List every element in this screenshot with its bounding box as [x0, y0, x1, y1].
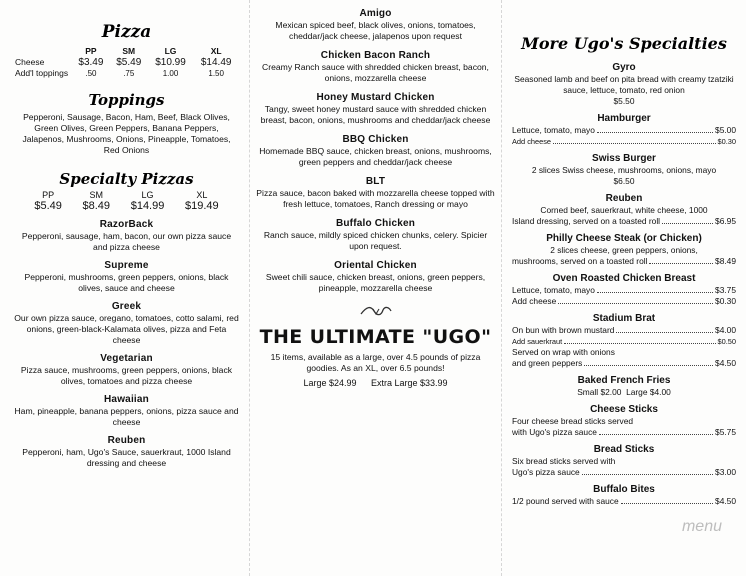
flourish-divider-icon — [256, 304, 495, 320]
item-name: Oven Roasted Chicken Breast — [552, 273, 696, 284]
item-description: Tangy, sweet honey mustard sauce with shredded chicken breast, bacon, onions, mushrooms and cheddar/jack cheese — [260, 104, 491, 125]
item-name: Supreme — [104, 260, 149, 271]
specialty-price-row: PP $5.49 SM $8.49 LG $14.99 XL $19.49 — [34, 190, 219, 212]
item-name: Hamburger — [597, 113, 651, 124]
menu-item — [256, 176, 495, 210]
pizza-column — [0, 0, 250, 576]
item-name: Reuben — [107, 435, 146, 446]
item-description: Pepperoni, mushrooms, green peppers, onions, black olives, sauce and cheese — [24, 272, 229, 293]
menu-item — [256, 218, 495, 252]
item-name: Reuben — [605, 193, 643, 204]
item-description: Our own pizza sauce, oregano, tomatoes, cotto salami, red onions, green-black-Kalamata olives, pizza and Feta cheese — [14, 313, 239, 345]
menu-item — [512, 232, 736, 267]
price-line: Served on wrap with onions — [512, 347, 615, 357]
price-line: Add cheese $0.30 — [512, 296, 736, 306]
toppings-heading: Toppings — [88, 91, 165, 109]
menu-item — [14, 353, 239, 387]
item-name: Baked French Fries — [577, 375, 671, 386]
menu-item — [512, 61, 736, 107]
price-line: Six bread sticks served with — [512, 456, 616, 466]
ultimate-ugo-title: THE ULTIMATE "UGO" — [259, 326, 492, 348]
menu-item — [512, 443, 736, 478]
item-description: Pizza sauce, bacon baked with mozzarella cheese topped with fresh lettuce, tomatoes, Ranch dressing or mayo — [256, 188, 495, 209]
menu-item — [256, 134, 495, 168]
item-name: Vegetarian — [100, 353, 153, 364]
ultimate-ugo-prices — [256, 378, 495, 388]
specialty-pizzas-heading: Specialty Pizzas — [59, 170, 194, 188]
item-price: Small $2.00 Large $4.00 — [577, 387, 671, 397]
menu-item — [512, 112, 736, 147]
watermark-text: menu — [681, 518, 722, 535]
item-name: Stadium Brat — [592, 313, 656, 324]
item-name: Gyro — [612, 62, 636, 73]
menu-item — [512, 312, 736, 369]
item-description: Creamy Ranch sauce with shredded chicken breast, bacon, onions, mozzarella cheese — [262, 62, 489, 83]
menu-item — [256, 92, 495, 126]
item-name: Cheese Sticks — [590, 404, 658, 415]
ultimate-xl-price: Extra Large $33.99 — [371, 378, 448, 388]
item-name: Amigo — [359, 8, 392, 19]
menu-item — [512, 152, 736, 187]
price-line: mushrooms, served on a toasted roll $8.49 — [512, 256, 736, 266]
item-description: 2 slices Swiss cheese, mushrooms, onions, mayo — [531, 165, 717, 175]
specialty-column — [250, 0, 502, 576]
menu-item — [512, 374, 736, 398]
ultimate-ugo-description: 15 items, available as a large, over 4.5 pounds of pizza goodies. As an XL, over 6.5 pounds! — [270, 352, 481, 373]
price-line: Lettuce, tomato, mayo $3.75 — [512, 285, 736, 295]
item-description: Sweet chili sauce, chicken breast, onions, green peppers, pineapple, mozzarella cheese — [265, 272, 486, 293]
menu-item — [14, 301, 239, 346]
item-name: Oriental Chicken — [334, 260, 417, 271]
more-specialties-heading: More Ugo's Specialties — [521, 34, 727, 53]
menu-item — [14, 260, 239, 294]
price-line: Ugo's pizza sauce $3.00 — [512, 467, 736, 477]
item-price: $6.50 — [613, 176, 635, 186]
item-name: Chicken Bacon Ranch — [320, 50, 431, 61]
item-name: Bread Sticks — [593, 444, 655, 455]
cheese-pizza-row: Cheese $3.49 $5.49 $10.99 $14.49 — [15, 57, 232, 68]
item-description: 2 slices cheese, green peppers, onions, — [550, 245, 698, 255]
price-line: Island dressing, served on a toasted roll $6.95 — [512, 216, 736, 226]
item-description: Pepperoni, sausage, ham, bacon, our own pizza sauce and pizza cheese — [21, 231, 232, 252]
ultimate-large-price: Large $24.99 — [303, 378, 357, 388]
price-line: Lettuce, tomato, mayo $5.00 — [512, 125, 736, 135]
item-name: Greek — [111, 301, 142, 312]
price-line: On bun with brown mustard $4.00 — [512, 325, 736, 335]
price-line: Four cheese bread sticks served — [512, 416, 634, 426]
item-description: Pizza sauce, mushrooms, green peppers, onions, black olives, tomatoes and pizza cheese — [20, 365, 233, 386]
item-name: BLT — [365, 176, 386, 187]
item-description: Ham, pineapple, banana peppers, onions, pizza sauce and cheese — [14, 406, 239, 427]
pizza-price-table — [14, 46, 239, 79]
menu-item — [512, 403, 736, 438]
menu-item — [256, 50, 495, 84]
menu-item — [512, 483, 736, 507]
pizza-heading: Pizza — [101, 22, 152, 42]
item-name: RazorBack — [99, 219, 154, 230]
item-name: Philly Cheese Steak (or Chicken) — [546, 233, 702, 244]
item-name: Hawaiian — [104, 394, 149, 405]
item-price: $5.50 — [613, 96, 635, 106]
price-line: Add sauerkraut $0.50 — [512, 337, 736, 346]
pizza-size-header: PP SM LG XL — [85, 46, 222, 56]
item-name: Honey Mustard Chicken — [316, 92, 435, 103]
item-description: Corned beef, sauerkraut, white cheese, 1000 — [540, 205, 708, 215]
menu-item — [256, 260, 495, 294]
additional-toppings-row: Add'l toppings .50 .75 1.00 1.50 — [15, 68, 224, 78]
item-description: Pepperoni, ham, Ugo's Sauce, sauerkraut, 1000 Island dressing and cheese — [22, 447, 231, 468]
item-name: Buffalo Chicken — [335, 218, 416, 229]
toppings-list: Pepperoni, Sausage, Bacon, Ham, Beef, Black Olives, Green Olives, Green Peppers, Banana Peppers, Jalapenos, Mushrooms, Onions, Pineapple, Tomatoes, Red Onions — [22, 112, 231, 155]
menu-item — [14, 394, 239, 428]
menu-item — [256, 8, 495, 42]
item-description: Ranch sauce, mildly spiced chicken chunks, celery. Spicier upon request. — [263, 230, 488, 251]
price-line: and green peppers $4.50 — [512, 358, 736, 368]
item-description: Mexican spiced beef, black olives, onions, tomatoes, cheddar/jack cheese, jalapenos upon request — [275, 20, 476, 41]
item-description: Homemade BBQ sauce, chicken breast, onions, mushrooms, green peppers and cheddar/jack cheese — [259, 146, 492, 167]
menu-item — [14, 219, 239, 253]
menu-item — [512, 272, 736, 307]
menu-item — [14, 435, 239, 469]
price-line: 1/2 pound served with sauce $4.50 — [512, 496, 736, 506]
item-name: Buffalo Bites — [593, 484, 655, 495]
item-name: BBQ Chicken — [342, 134, 409, 145]
price-line: with Ugo's pizza sauce $5.75 — [512, 427, 736, 437]
menu-item — [512, 192, 736, 227]
more-specialties-column — [502, 0, 746, 576]
item-description: Seasoned lamb and beef on pita bread with creamy tzatziki sauce, lettuce, tomato, red onion — [514, 74, 734, 95]
price-line: Add cheese $0.30 — [512, 137, 736, 146]
item-name: Swiss Burger — [592, 153, 656, 164]
